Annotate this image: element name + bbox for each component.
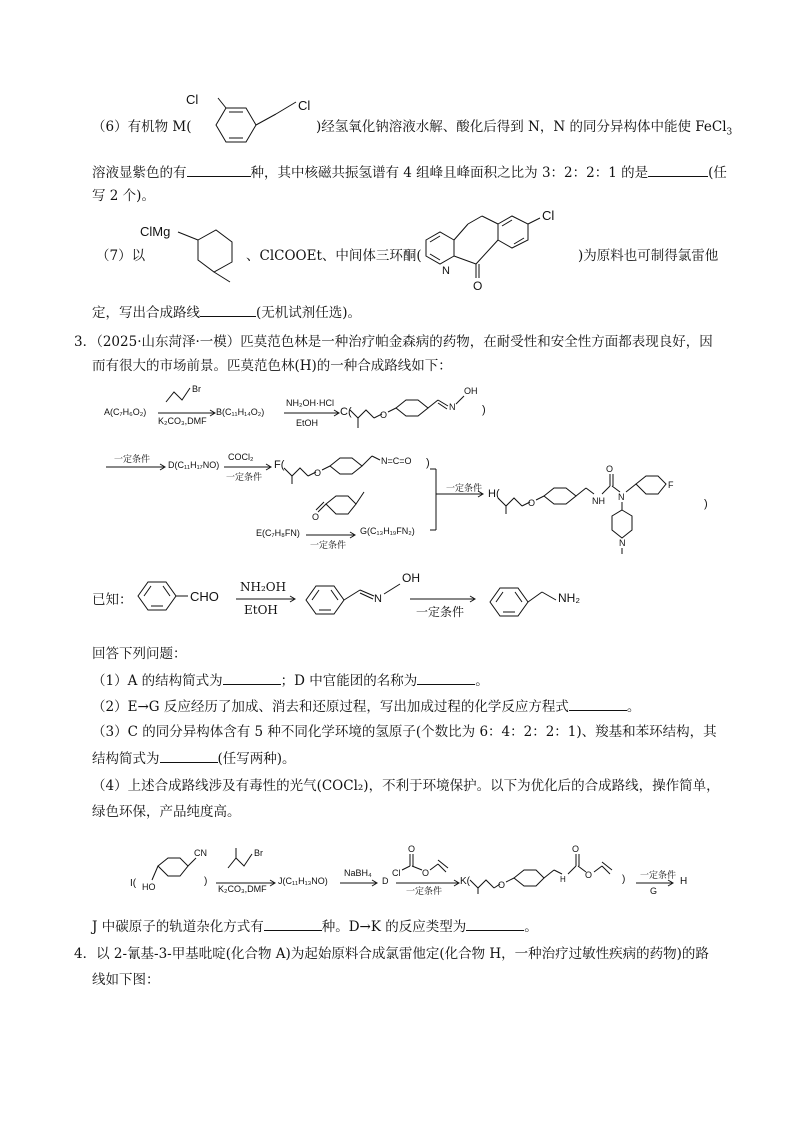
q3-line1: 3．（2025·山东菏泽·一模）匹莫范色林是一种治疗帕金森病的药物，在耐受性和安全性方面都表现良好，因 xyxy=(74,334,713,350)
svg-text:N: N xyxy=(374,593,382,605)
compound-g: G(C₁₃H₁₉FN₂) xyxy=(360,526,415,536)
q6-line1-b: )经氢氧化钠溶液水解、酸化后得到 N，N 的同分异构体中能使 FeCl$_3$ xyxy=(316,119,733,138)
piperidine-grignard-structure xyxy=(140,220,250,290)
reagent-nh2oh: NH₂OH·HCl xyxy=(286,398,334,408)
arrow-j-d xyxy=(340,880,380,886)
answer-blank xyxy=(569,696,627,711)
compound-h-label: H( xyxy=(488,488,500,500)
svg-text:O: O xyxy=(473,279,483,293)
convergence-arrow xyxy=(430,466,490,546)
condition-3: 一定条件 xyxy=(310,540,347,550)
answer-blank xyxy=(466,916,524,931)
compound-k-label: K( xyxy=(460,876,470,887)
compound-c-label: C( xyxy=(340,406,352,418)
q6-line3: 写 2 个)。 xyxy=(92,188,155,204)
q7-line2: 定，写出合成路线 (无机试剂任选)。 xyxy=(92,302,361,323)
svg-text:O: O xyxy=(572,844,580,854)
q7-mid: 、ClCOOEt、中间体三环酮( xyxy=(246,248,422,264)
compound-d: D(C₁₁H₁₇NO) xyxy=(168,460,220,470)
svg-text:NH: NH xyxy=(592,496,605,506)
known-reagent-bot: EtOH xyxy=(244,603,278,617)
question-4-line1: （4）上述合成路线涉及有毒性的光气(COCl₂)，不利于环境保护。以下为优化后的合成路线，操作简单， xyxy=(92,778,720,794)
svg-text:Cl: Cl xyxy=(392,868,401,878)
vinyl-chloroformate-reagent xyxy=(392,838,462,880)
compound-a: A(C₇H₆O₂) xyxy=(104,407,147,417)
reagent-g: G xyxy=(650,886,658,896)
condition-1: 一定条件 xyxy=(114,454,151,464)
compound-f-close: ) xyxy=(426,457,430,469)
svg-text:F: F xyxy=(668,480,674,490)
compound-b: B(C₁₁H₁₄O₂) xyxy=(216,407,265,417)
compound-e: E(C₇H₈FN) xyxy=(256,528,300,538)
condition-2: 一定条件 xyxy=(226,472,263,482)
svg-text:O: O xyxy=(312,512,320,522)
svg-text:N: N xyxy=(618,492,625,502)
compound-h-structure xyxy=(496,446,716,556)
answer-blank xyxy=(187,162,251,177)
compound-f-structure xyxy=(282,436,432,486)
answer-blank xyxy=(648,162,708,177)
svg-text:Cl: Cl xyxy=(542,208,555,223)
svg-text:N: N xyxy=(442,265,450,277)
condition-4: 一定条件 xyxy=(446,483,483,493)
svg-text:O: O xyxy=(585,870,593,880)
known-condition: 一定条件 xyxy=(416,605,465,619)
svg-text:H: H xyxy=(560,875,566,884)
svg-text:OH: OH xyxy=(402,571,420,585)
known-reagent-top: NH₂OH xyxy=(240,580,287,594)
reagent-nabh4: NaBH₄ xyxy=(344,868,372,878)
svg-text:Br: Br xyxy=(254,848,263,858)
compound-k-structure xyxy=(468,836,628,896)
svg-text:NH₂: NH₂ xyxy=(558,591,580,605)
question-4-line3: J 中碳原子的轨道杂化方式有 种。D→K 的反应类型为 。 xyxy=(92,916,538,937)
svg-text:CN: CN xyxy=(194,848,207,858)
svg-text:Br: Br xyxy=(192,384,201,394)
svg-text:ClMg: ClMg xyxy=(140,224,171,239)
svg-text:N=C=O: N=C=O xyxy=(381,456,412,466)
compound-c-close: ) xyxy=(482,404,486,416)
svg-text:O: O xyxy=(606,464,614,474)
compound-h-close: ) xyxy=(704,498,708,510)
compound-i-close: ) xyxy=(204,876,208,887)
answer-blank xyxy=(417,670,475,685)
svg-text:O: O xyxy=(498,880,506,890)
compound-k-close: ) xyxy=(622,874,626,885)
compound-f-label: F( xyxy=(274,459,285,471)
compound-d-2: D xyxy=(382,876,389,886)
question-2: （2）E→G 反应经历了加成、消去和还原过程，写出加成过程的化学反应方程式 。 xyxy=(92,696,640,717)
m-cl-left: Cl xyxy=(186,92,199,107)
q6-line2: 溶液显紫色的有 种，其中核磁共振氢谱有 4 组峰且峰面积之比为 3：2：2：1 的是 (任 xyxy=(92,162,727,183)
isobutyl-bromide-reagent xyxy=(160,382,210,406)
svg-text:O: O xyxy=(380,410,388,420)
answer-blank xyxy=(264,916,322,931)
question-3-line2: 结构简式为 (任写两种)。 xyxy=(92,748,296,769)
q3-line2: 而有很大的市场前景。匹莫范色林(H)的一种合成路线如下： xyxy=(92,358,452,374)
compound-i-structure xyxy=(140,836,210,896)
question-3-line1: （3）C 的同分异构体含有 5 种不同化学环境的氢原子(个数比为 6：4：2：2：1)、羧基和苯环结构，其 xyxy=(92,724,717,740)
m-cl-right: Cl xyxy=(298,98,311,113)
svg-text:O: O xyxy=(422,868,430,878)
benzaldehyde-structure xyxy=(130,572,240,622)
compound-i-label: I( xyxy=(130,878,137,889)
svg-text:N: N xyxy=(619,538,626,548)
svg-text:OH: OH xyxy=(464,386,478,396)
svg-text:O: O xyxy=(314,468,322,478)
compound-j: J(C₁₁H₁₃NO) xyxy=(278,876,328,886)
svg-text:HO: HO xyxy=(142,882,156,892)
svg-text:N: N xyxy=(449,402,456,412)
condition-6: 一定条件 xyxy=(640,870,677,880)
isobutyl-bromide-reagent-2 xyxy=(222,842,282,872)
compound-h-2: H xyxy=(680,876,688,887)
question-1: （1）A 的结构简式为 ；D 中官能团的名称为 。 xyxy=(92,670,489,691)
answer-blank xyxy=(200,302,256,317)
question-4-line2: 绿色环保，产品纯度高。 xyxy=(92,804,241,820)
svg-text:O: O xyxy=(408,844,416,854)
arrow-b-c xyxy=(284,410,342,416)
reagent-cocl2: COCl₂ xyxy=(228,452,254,462)
compound-m-structure xyxy=(182,92,322,162)
condition-5: 一定条件 xyxy=(406,886,443,896)
benzylamine-structure xyxy=(482,570,592,626)
arrow-c-d xyxy=(106,464,168,470)
questions-intro: 回答下列问题： xyxy=(92,646,187,662)
reagent-etoh: EtOH xyxy=(296,418,319,428)
q6-line1-a: （6）有机物 M( xyxy=(92,119,192,135)
q7-lead: （7）以 xyxy=(96,248,146,264)
svg-text:O: O xyxy=(528,498,536,508)
q4-line1: 4．以 2-氰基-3-甲基吡啶(化合物 A)为起始原料合成氯雷他定(化合物 H，一种治疗过敏性疾病的药物)的路 xyxy=(74,946,709,962)
tricyclic-ketone-structure xyxy=(418,196,588,296)
q4-line2: 线如下图： xyxy=(92,972,160,988)
answer-blank xyxy=(160,748,218,763)
reagent-k2co3-2: K₂CO₃,DMF xyxy=(218,884,267,894)
compound-c-structure xyxy=(348,382,488,432)
reagent-k2co3: K₂CO₃,DMF xyxy=(158,416,207,426)
svg-text:CHO: CHO xyxy=(190,589,219,604)
known-label: 已知： xyxy=(92,592,133,608)
q7-tail: )为原料也可制得氯雷他 xyxy=(578,248,719,264)
answer-blank xyxy=(223,670,281,685)
